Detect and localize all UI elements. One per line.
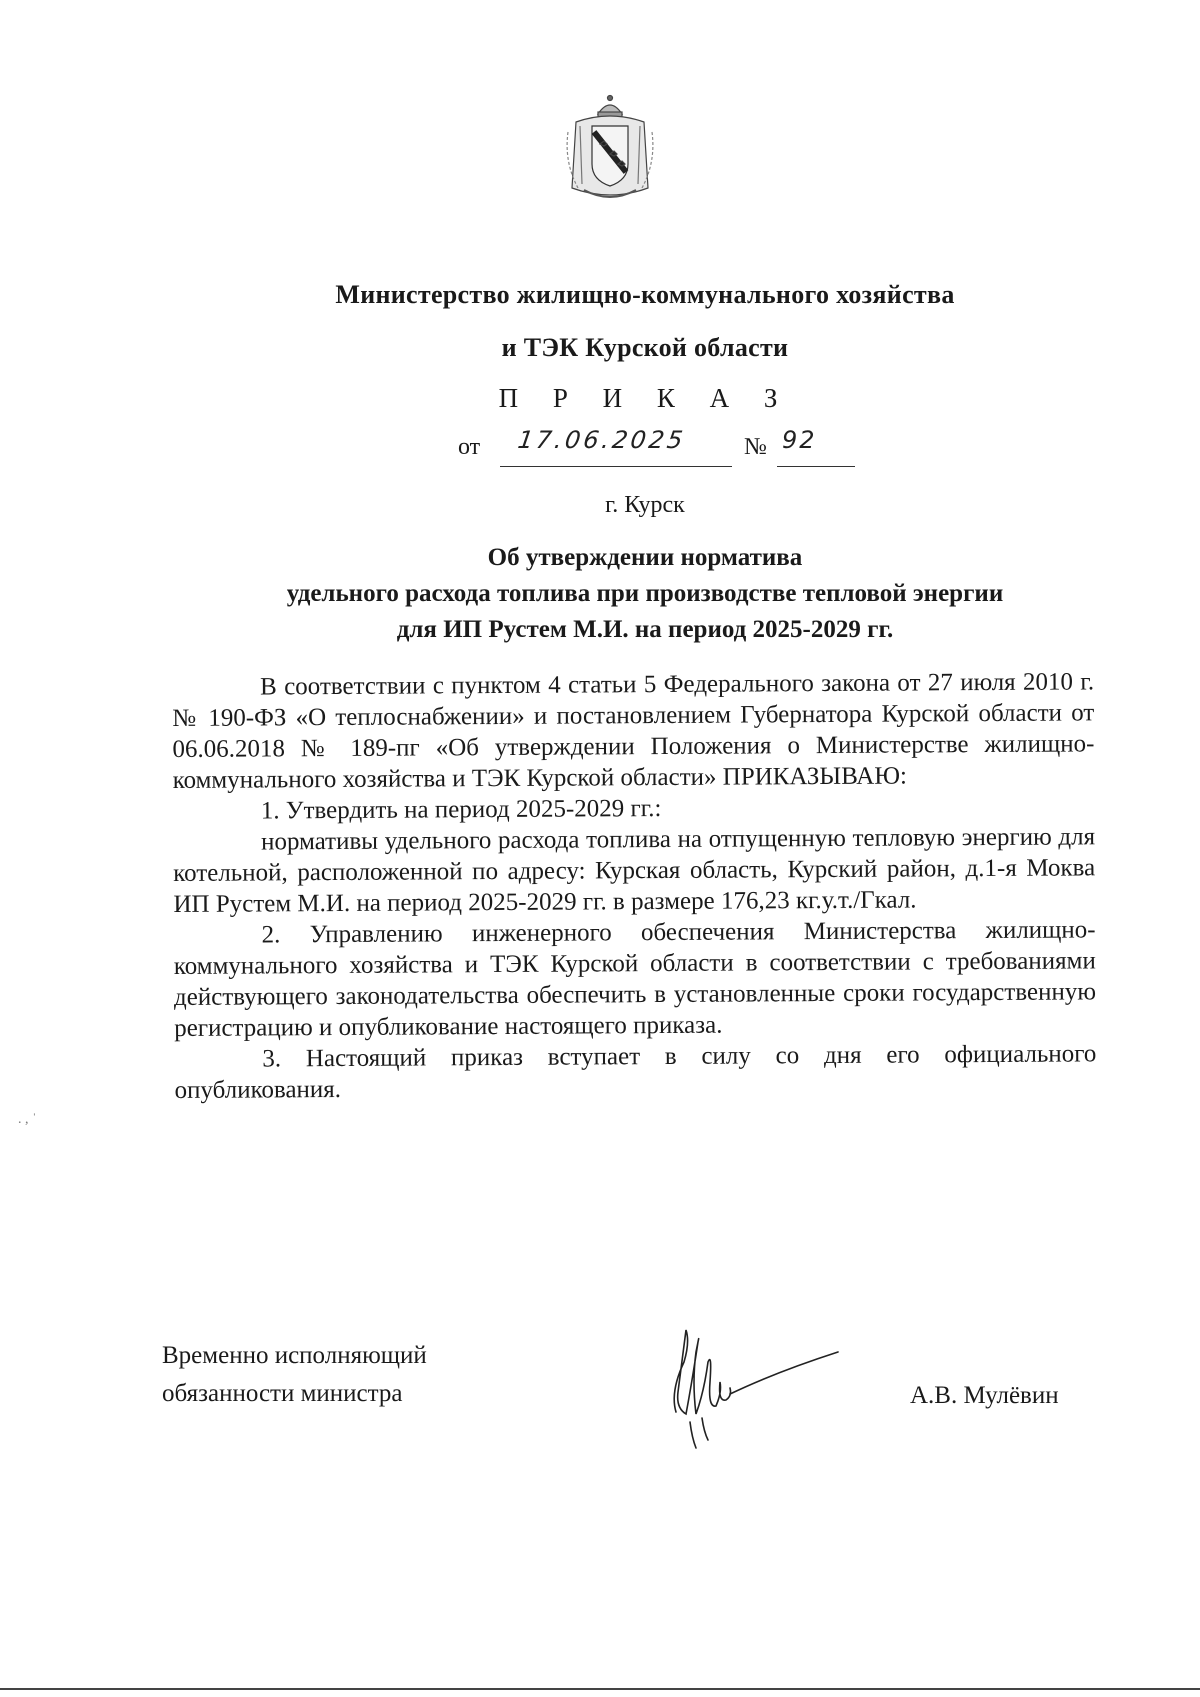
signer-name: А.В. Мулёвин bbox=[910, 1382, 1059, 1409]
city: г. Курск bbox=[605, 492, 685, 518]
item-2: 2. Управлению инженерного обеспечения Министерства жилищно-коммунального хозяйства и ТЭК Курской области в соответствии с требованиями действующего законодательства обеспечить в установленные сроки государственную регистрацию и опубликование настоящего приказа. bbox=[173, 916, 1097, 1042]
handwritten-number: 92 bbox=[782, 426, 817, 454]
scan-artifact: . , ˈ bbox=[18, 1112, 37, 1127]
subject-block bbox=[0, 540, 1200, 648]
item-3: 3. Настоящий приказ вступает в силу со дня его официального опубликования. bbox=[174, 1040, 1097, 1104]
date-label: от bbox=[458, 434, 481, 460]
document-type: П Р И К А З bbox=[498, 383, 792, 413]
signature-icon bbox=[656, 1322, 846, 1452]
signer-position bbox=[162, 1337, 427, 1413]
item-1: 1. Утвердить на период 2025-2029 гг.: bbox=[260, 795, 662, 825]
number-label: № bbox=[744, 434, 767, 460]
position-line-2: обязанности министра bbox=[162, 1380, 403, 1407]
subject-line-3: для ИП Рустем М.И. на период 2025-2029 гг. bbox=[396, 616, 894, 643]
ministry-name-line-1: Министерство жилищно-коммунального хозяйства bbox=[335, 280, 955, 309]
date-underline bbox=[500, 466, 732, 467]
handwritten-date: 17.06.2025 bbox=[516, 426, 688, 454]
preamble-paragraph: В соответствии с пунктом 4 статьи 5 Федерального закона от 27 июля 2010 г. № 190-ФЗ «О теплоснабжении» и постановлением Губернатора Курской области от 06.06.2018 № 189-пг «Об утверждении Положения о Министерстве жилищно-коммунального хозяйства и ТЭК Курской области» ПРИКАЗЫВАЮ: bbox=[172, 668, 1095, 794]
subject-line-2: удельного расхода топлива при производстве тепловой энергии bbox=[286, 580, 1004, 607]
item-1-detail: нормативы удельного расхода топлива на отпущенную тепловую энергию для котельной, расположенной по адресу: Курская область, Курский район, д.1-я Моква ИП Рустем М.И. на период 2025-2029 гг. в размере 176,23 кг.у.т./Гкал. bbox=[173, 823, 1096, 918]
scan-edge-line bbox=[0, 1688, 1200, 1690]
document-body bbox=[172, 666, 1097, 1106]
subject-line-1: Об утверждении норматива bbox=[487, 544, 803, 571]
ministry-name-line-2: и ТЭК Курской области bbox=[501, 333, 789, 362]
number-underline bbox=[777, 466, 855, 467]
coat-of-arms-icon bbox=[562, 92, 658, 204]
position-line-1: Временно исполняющий bbox=[162, 1342, 427, 1369]
